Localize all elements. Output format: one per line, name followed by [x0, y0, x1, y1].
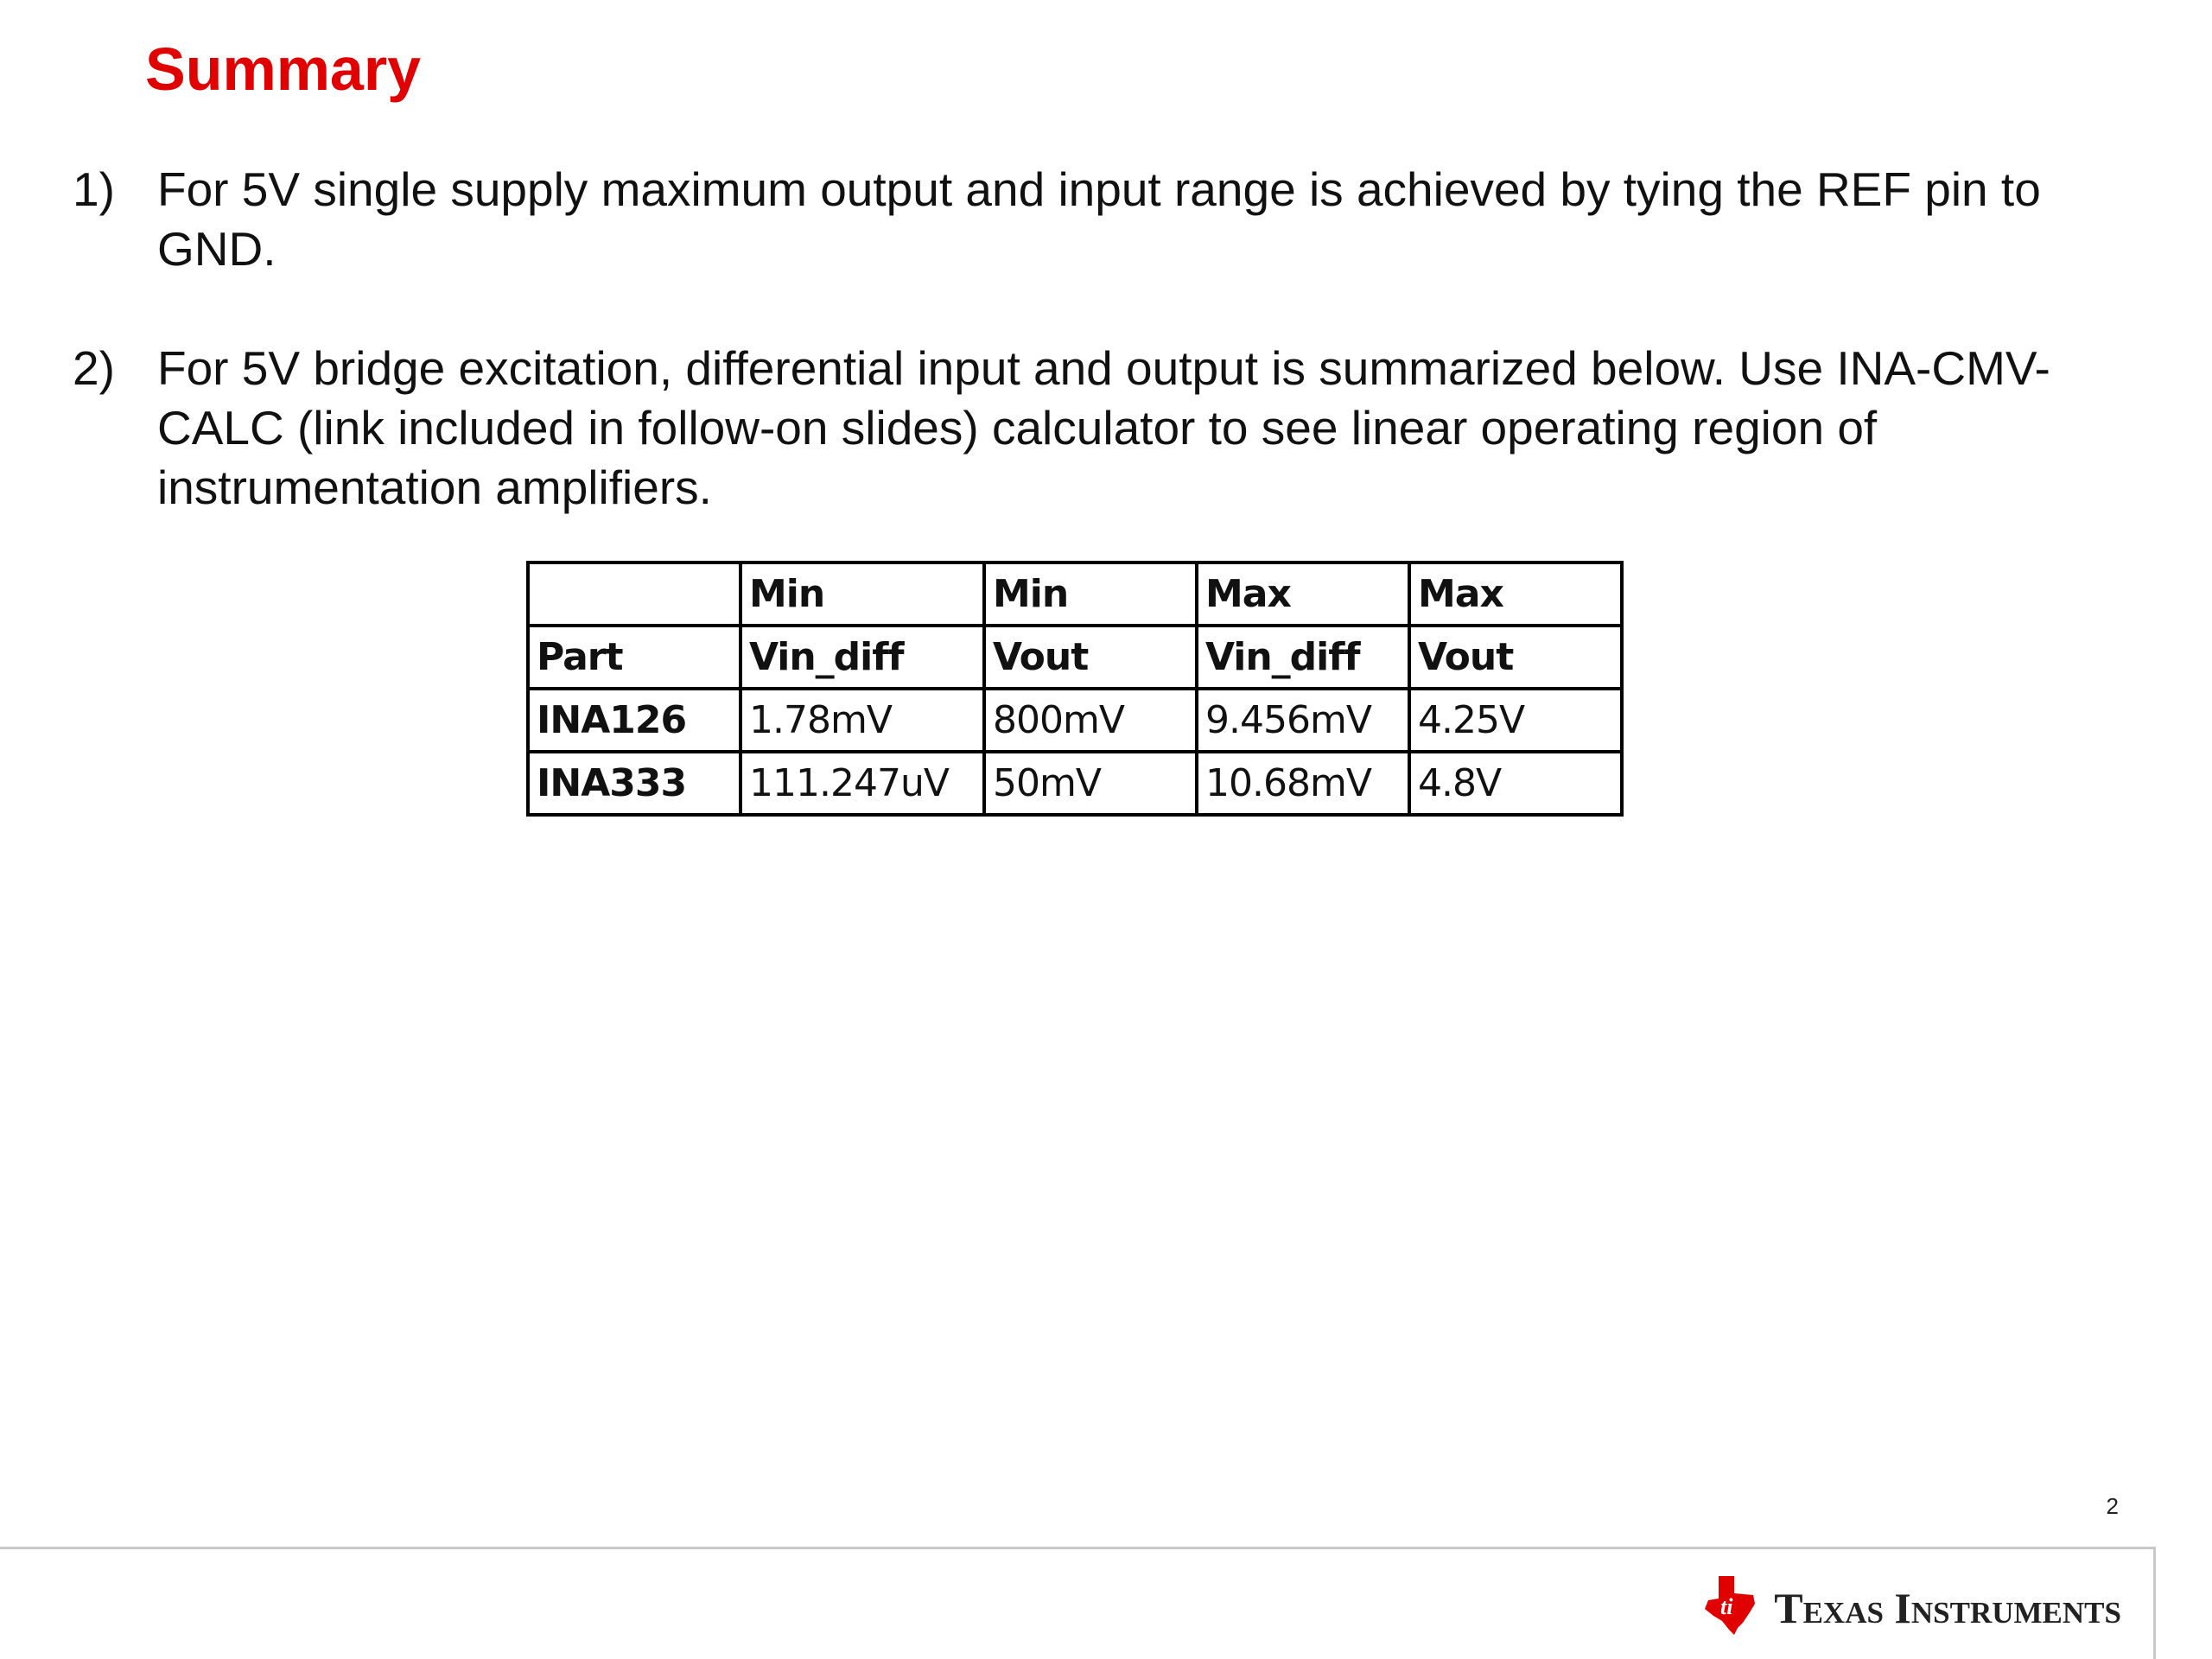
table-row [528, 752, 1622, 815]
slide-title: Summary [145, 35, 422, 103]
table-header-cell: Vout [984, 626, 1197, 689]
table-header-cell: Max [1409, 563, 1622, 626]
summary-point-2 [73, 339, 2129, 518]
table-header-cell: Part [528, 626, 741, 689]
point-number: 2) [73, 341, 115, 395]
table-header-cell: Vin_diff [1197, 626, 1409, 689]
table-header-cell: Vout [1409, 626, 1622, 689]
point-text: For 5V bridge excitation, differential input and output is summarized below. Use INA-CMV-CALC (link included in follow-on slides) calculator to see linear operating region of instrumentation amplifiers. [157, 341, 2050, 514]
part-cell: INA333 [528, 752, 741, 815]
point-number: 1) [73, 162, 115, 216]
svg-text:ti: ti [1720, 1594, 1733, 1619]
table-header-row [528, 563, 1622, 626]
table-row [528, 689, 1622, 752]
table-header-cell: Min [741, 563, 984, 626]
page-number: 2 [2106, 1493, 2119, 1519]
table-header-row [528, 626, 1622, 689]
table-cell: 800mV [984, 689, 1197, 752]
table-cell: 4.8V [1409, 752, 1622, 815]
texas-state-icon [1700, 1574, 1762, 1641]
table-header-cell: Vin_diff [741, 626, 984, 689]
table-cell: 1.78mV [741, 689, 984, 752]
part-cell: INA126 [528, 689, 741, 752]
table-cell: 111.247uV [741, 752, 984, 815]
table-header-cell: Min [984, 563, 1197, 626]
point-text: For 5V single supply maximum output and input range is achieved by tying the REF pin to GND. [157, 162, 2041, 276]
summary-list [73, 160, 2129, 577]
ti-logo [1700, 1574, 2121, 1641]
ti-logo-text: Texas Instruments [1774, 1583, 2121, 1632]
table-header-cell [528, 563, 741, 626]
table-header-cell: Max [1197, 563, 1409, 626]
summary-point-1 [73, 160, 2129, 279]
table-cell: 50mV [984, 752, 1197, 815]
table-cell: 10.68mV [1197, 752, 1409, 815]
table-cell: 9.456mV [1197, 689, 1409, 752]
vin-vout-summary-table [526, 561, 1624, 817]
table-cell: 4.25V [1409, 689, 1622, 752]
